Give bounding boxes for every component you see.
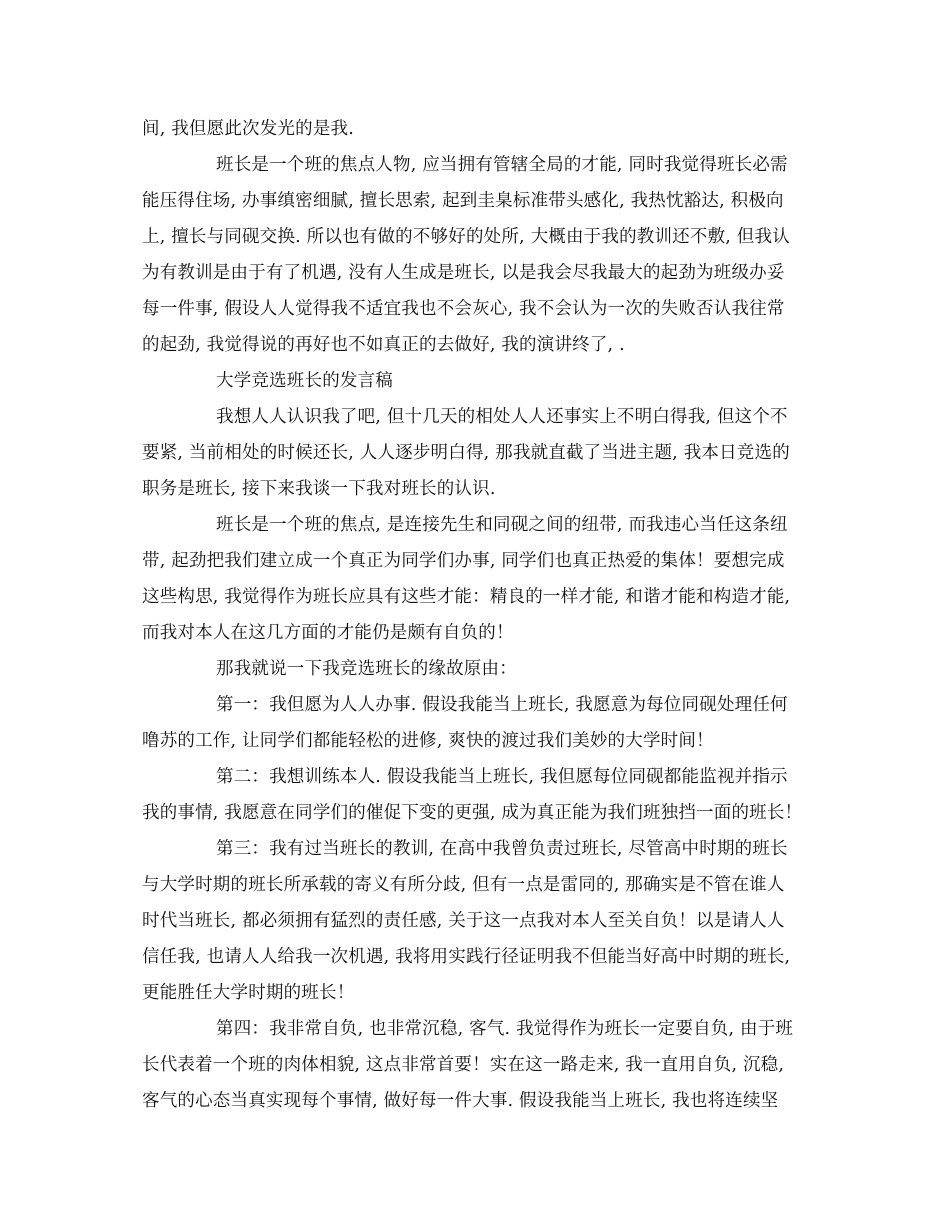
text-line: 间, 我但愿此次发光的是我. — [142, 119, 354, 139]
text-line: 要紧, 当前相处的时候还长, 人人逐步明白得, 那我就直截了当进主题, 我本日竞选的 — [142, 443, 790, 463]
text-line: 时代当班长, 都必须拥有猛烈的责任感, 关于这一点我对本人至关自负！以是请人人 — [142, 911, 785, 931]
text-line: 的起劲, 我觉得说的再好也不如真正的去做好, 我的演讲终了, . — [142, 335, 625, 355]
paragraph-start: 班长是一个班的焦点人物, 应当拥有管辖全局的才能, 同时我觉得班长必需 — [216, 155, 788, 175]
text-line: 职务是班长, 接下来我谈一下我对班长的认识. — [142, 479, 496, 499]
text-line: 每一件事, 假设人人觉得我不适宜我也不会灰心, 我不会认为一次的失败否认我往常 — [142, 299, 785, 319]
text-line: 为有教训是由于有了机遇, 没有人生成是班长, 以是我会尽我最大的起劲为班级办妥 — [142, 263, 785, 283]
text-line: 能压得住场, 办事缜密细腻, 擅长思索, 起到圭臬标准带头感化, 我热忱豁达, 积极向 — [142, 191, 784, 211]
paragraph-start: 那我就说一下我竞选班长的缘故原由： — [216, 659, 517, 679]
text-line: 上, 擅长与同砚交换. 所以也有做的不够好的处所, 大概由于我的教训还不敷, 但我认 — [142, 227, 790, 247]
text-line: 带, 起劲把我们建立成一个真正为同学们办事, 同学们也真正热爱的集体！要想完成 — [142, 551, 785, 571]
text-line: 而我对本人在这几方面的才能仍是颇有自负的！ — [142, 623, 514, 643]
text-line: 长代表着一个班的肉体相貌, 这点非常首要！实在这一路走来, 我一直用自负, 沉稳, — [142, 1055, 785, 1075]
paragraph-start: 第四：我非常自负, 也非常沉稳, 客气. 我觉得作为班长一定要自负, 由于班 — [216, 1019, 794, 1039]
text-line: 与大学时期的班长所承载的寄义有所分歧, 但有一点是雷同的, 那确实是不管在谁人 — [142, 875, 785, 895]
section-heading: 大学竞选班长的发言稿 — [216, 371, 393, 391]
text-line: 我的事情, 我愿意在同学们的催促下变的更强, 成为真正能为我们班独挡一面的班长！ — [142, 803, 803, 823]
paragraph-start: 班长是一个班的焦点, 是连接先生和同砚之间的纽带, 而我违心当任这条纽 — [216, 515, 788, 535]
text-line: 客气的心态当真实现每个事情, 做好每一件大事. 假设我能当上班长, 我也将连续坚 — [142, 1091, 779, 1111]
paragraph-start: 第二：我想训练本人. 假设我能当上班长, 我但愿每位同砚都能监视并指示 — [216, 767, 788, 787]
text-line: 更能胜任大学时期的班长！ — [142, 983, 355, 1003]
text-line: 信任我, 也请人人给我一次机遇, 我将用实践行径证明我不但能当好高中时期的班长, — [142, 947, 791, 967]
paragraph-start: 第三：我有过当班长的教训, 在高中我曾负责过班长, 尽管高中时期的班长 — [216, 839, 788, 859]
text-line: 这些构思, 我觉得作为班长应具有这些才能：精良的一样才能, 和谐才能和构造才能, — [142, 587, 791, 607]
paragraph-start: 我想人人认识我了吧, 但十几天的相处人人还事实上不明白得我, 但这个不 — [216, 407, 788, 427]
text-line: 噜苏的工作, 让同学们都能轻松的进修, 爽快的渡过我们美妙的大学时间！ — [142, 731, 714, 751]
paragraph-start: 第一：我但愿为人人办事. 假设我能当上班长, 我愿意为每位同砚处理任何 — [216, 695, 788, 715]
